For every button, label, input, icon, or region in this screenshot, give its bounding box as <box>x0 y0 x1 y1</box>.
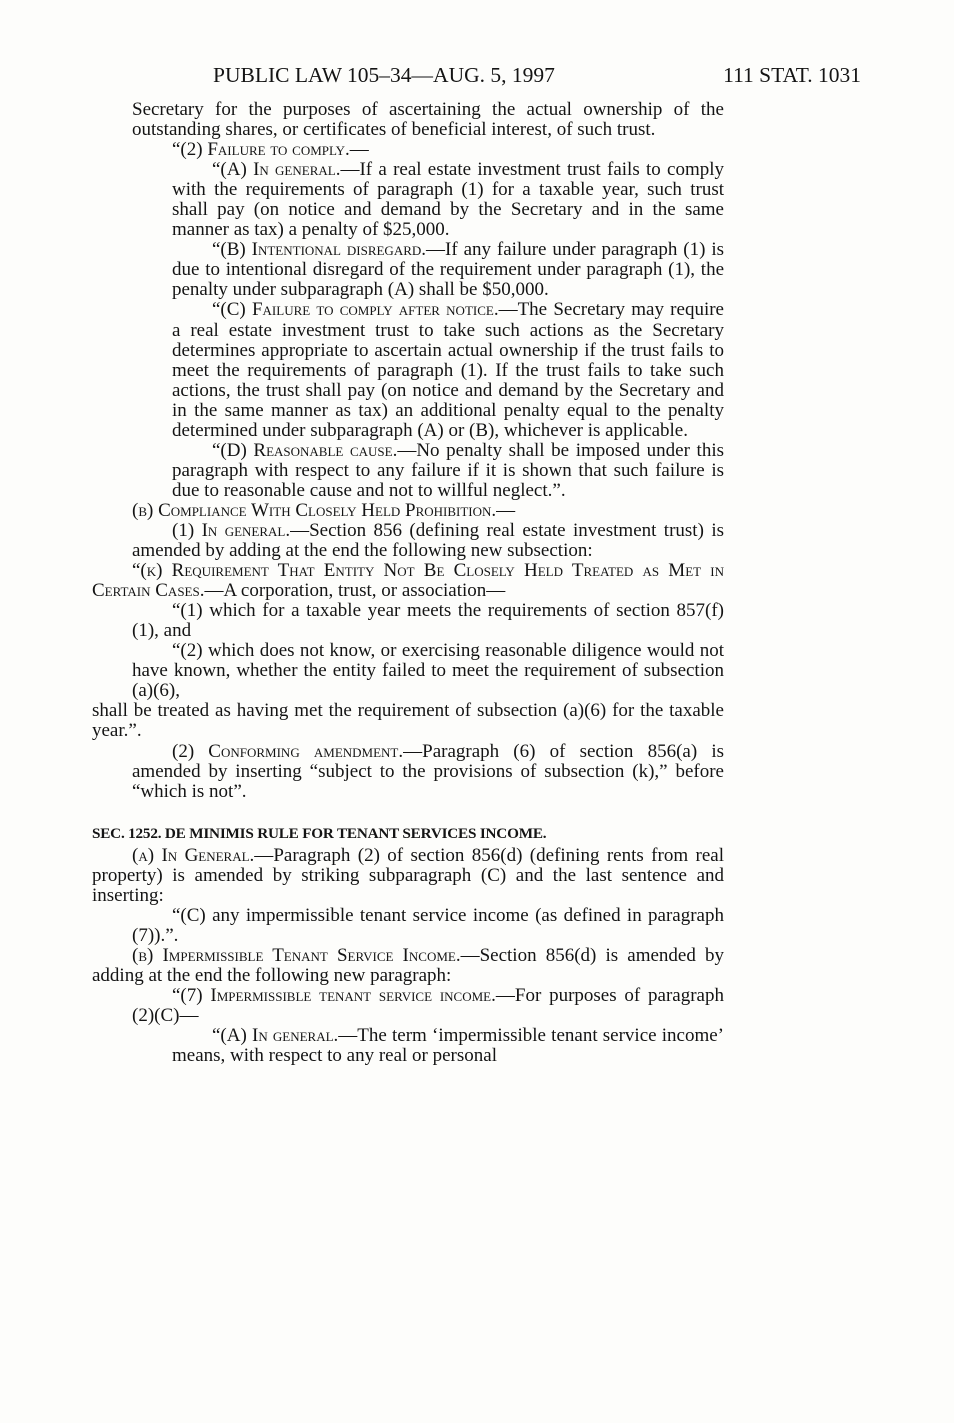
paragraph-failure-to-comply: “(2) Failure to comply.— <box>172 139 369 161</box>
section-heading-1252: SEC. 1252. DE MINIMIS RULE FOR TENANT SERVICES INCOME. <box>92 824 547 842</box>
paragraph-b-intentional-disregard: “(B) Intentional disregard.—If any failure under paragraph (1) is due to intentional disregard of the requirement under paragraph (1), the penalty under subparagraph (A) shall be $50,000. <box>172 239 724 301</box>
paragraph-c-failure-after-notice: “(C) Failure to comply after notice.—The Secretary may require a real estate investment trust to take such actions as the Secretary determines appropriate to ascertain actual ownership if the trust fails to meet the requirements of paragraph (1). If the trust fails to take such actions, the trust shall pay (on notice and demand by the Secretary and in the same manner as tax) an additional penalty equal to the penalty determined under subparagraph (A) or (B), whichever is applicable. <box>172 299 724 441</box>
paragraph-sec1252-b: (b) Impermissible Tenant Service Income.—Section 856(d) is amended by adding at the end the following new paragraph: <box>92 944 724 986</box>
paragraph-sec1252-7: “(7) Impermissible tenant service income.—For purposes of paragraph (2)(C)— <box>132 985 724 1027</box>
paragraph-1-in-general: (1) In general.—Section 856 (defining real estate investment trust) is amended by adding at the end the following new subsection: <box>132 519 725 562</box>
running-header <box>213 62 861 88</box>
paragraph-continuation: Secretary for the purposes of ascertaining the actual ownership of the outstanding shares, or certificates of beneficial interest, of such trust. <box>132 99 724 141</box>
paragraph-sec1252-c: “(C) any impermissible tenant service income (as defined in paragraph (7)).”. <box>132 904 724 946</box>
header-law-date: PUBLIC LAW 105–34—AUG. 5, 1997 <box>213 63 555 87</box>
paragraph-a-in-general: “(A) In general.—If a real estate investment trust fails to comply with the requirements of paragraph (1) for a taxable year, such trust shall pay (on notice and demand by the Secretary and in the same manner as tax) a penalty of $25,000. <box>172 159 725 241</box>
paragraph-k-2: “(2) which does not know, or exercising reasonable diligence would not have known, whether the entity failed to meet the requirement of subsection (a)(6), <box>132 640 724 702</box>
body-text <box>92 100 724 1066</box>
header-statute-page: 111 STAT. 1031 <box>723 63 861 87</box>
paragraph-2-conforming-amendment: (2) Conforming amendment.—Paragraph (6) of section 856(a) is amended by inserting “subject to the provisions of subsection (k),” before “which is not”. <box>132 740 724 802</box>
paragraph-k-1: “(1) which for a taxable year meets the requirements of section 857(f)(1), and <box>132 600 724 642</box>
paragraph-sec1252-7a: “(A) In general.—The term ‘impermissible tenant service income’ means, with respect to any real or personal <box>172 1025 725 1067</box>
paragraph-d-reasonable-cause: “(D) Reasonable cause.—No penalty shall be imposed under this paragraph with respect to any failure if it is shown that such failure is due to reasonable cause and not to willful neglect.”. <box>172 439 724 501</box>
paragraph-k-requirement: “(k) Requirement That Entity Not Be Closely Held Treated as Met in Certain Cases.—A corporation, trust, or association— <box>92 560 724 602</box>
paragraph-k-conclusion: shall be treated as having met the requirement of subsection (a)(6) for the taxable year.”. <box>92 700 724 742</box>
paragraph-sec1252-a: (a) In General.—Paragraph (2) of section 856(d) (defining rents from real property) is amended by striking subparagraph (C) and the last sentence and inserting: <box>92 844 724 906</box>
paragraph-b-compliance-heading: (b) Compliance With Closely Held Prohibition.— <box>132 499 516 521</box>
